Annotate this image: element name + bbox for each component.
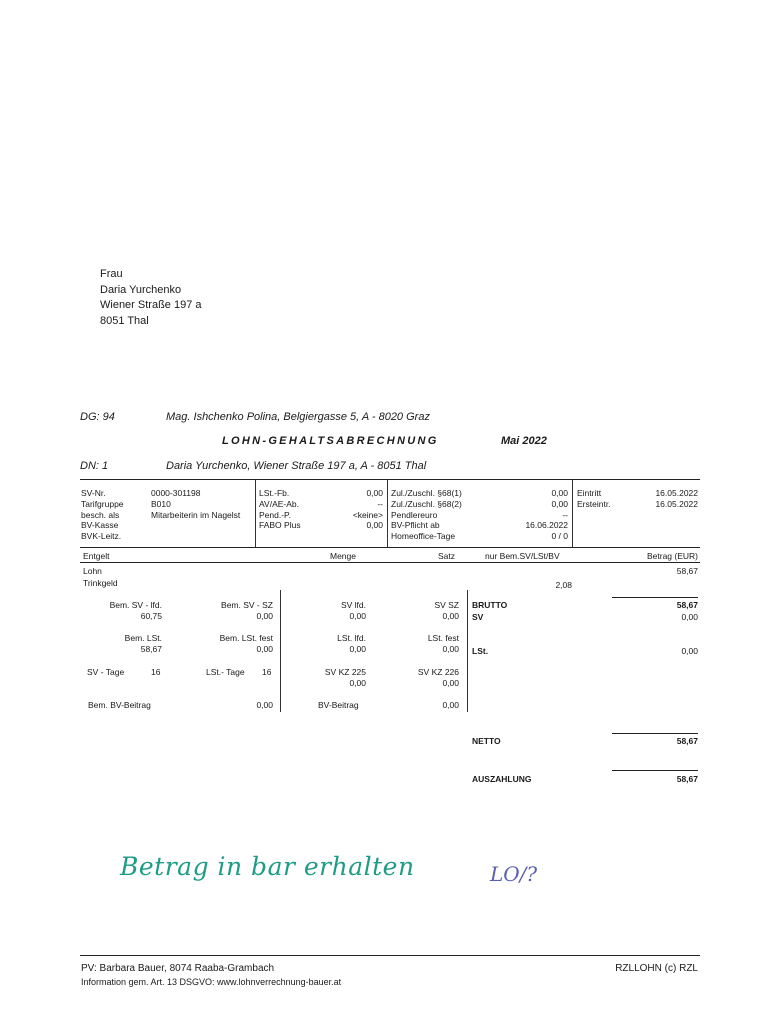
header-entgelt: Entgelt bbox=[83, 551, 110, 561]
info-label: Ersteintr. bbox=[577, 498, 611, 509]
footer-brand: RZLLOHN (c) RZL bbox=[615, 963, 698, 974]
info-label: Pend.-P. bbox=[259, 509, 291, 520]
info-label: Homeoffice-Tage bbox=[391, 531, 456, 542]
header-satz: Satz bbox=[438, 551, 456, 561]
sv-tage-label: SV - Tage bbox=[87, 667, 125, 677]
sv-sz-label: SV SZ bbox=[434, 600, 459, 610]
sv-lfd-value: 0,00 bbox=[349, 610, 366, 621]
bem-sv-sz-label: Bem. SV - SZ bbox=[221, 600, 273, 610]
info-col3-values bbox=[500, 488, 568, 542]
bem-sv-lfd bbox=[90, 600, 162, 622]
lst-fest bbox=[395, 633, 459, 655]
auszahlung-rule bbox=[612, 770, 698, 771]
row-lohn-betrag: 58,67 bbox=[676, 566, 698, 576]
info-value: -- bbox=[377, 498, 383, 509]
sv-kz225-label: SV KZ 225 bbox=[324, 667, 366, 677]
sv-lfd-label: SV lfd. bbox=[340, 600, 366, 610]
brutto-rule bbox=[612, 597, 698, 598]
bv-beitrag-label: BV-Beitrag bbox=[318, 700, 359, 710]
netto-label: NETTO bbox=[472, 736, 501, 746]
sv-kz225-value: 0,00 bbox=[349, 677, 366, 688]
bem-lst-fest bbox=[190, 633, 273, 655]
info-value: 16.05.2022 bbox=[655, 488, 698, 498]
info-label: Eintritt bbox=[577, 488, 602, 498]
info-col1-labels bbox=[81, 488, 124, 542]
employer-label: DG: 94 bbox=[80, 411, 115, 423]
bem-lst-label: Bem. LSt. bbox=[124, 633, 162, 643]
auszahlung-label: AUSZAHLUNG bbox=[472, 774, 532, 784]
info-box-bottom-rule bbox=[80, 547, 700, 548]
info-col2-values bbox=[320, 488, 383, 531]
bem-sv-sz-value: 0,00 bbox=[256, 610, 273, 621]
info-value: 16.06.2022 bbox=[525, 520, 568, 531]
bem-lst-value: 58,67 bbox=[140, 643, 162, 654]
auszahlung-value: 58,67 bbox=[676, 774, 698, 784]
bem-sv-sz bbox=[200, 600, 273, 622]
sv-value: 0,00 bbox=[681, 612, 698, 622]
header-betrag: Betrag (EUR) bbox=[646, 551, 698, 561]
info-label: LSt.-Fb. bbox=[259, 488, 290, 498]
employee-label: DN: 1 bbox=[80, 460, 109, 472]
info-value: 0,00 bbox=[366, 488, 383, 498]
lst-fest-value: 0,00 bbox=[442, 643, 459, 654]
handwritten-initials: LO/? bbox=[490, 862, 538, 886]
lst-label: LSt. bbox=[472, 646, 489, 656]
bases-divider-1 bbox=[280, 590, 281, 712]
info-col3-labels bbox=[391, 488, 462, 542]
info-value: B010 bbox=[151, 498, 171, 509]
sv-sz-value: 0,00 bbox=[442, 610, 459, 621]
info-label: Pendlereuro bbox=[391, 509, 438, 520]
info-divider-2 bbox=[387, 480, 388, 547]
info-value: 0000-301198 bbox=[151, 488, 201, 498]
info-label: AV/AE-Ab. bbox=[259, 498, 299, 509]
row-trinkgeld-nur-bem: 2,08 bbox=[555, 580, 572, 590]
info-label: Tarifgruppe bbox=[81, 498, 124, 509]
handwritten-note: Betrag in bar erhalten bbox=[120, 852, 415, 881]
info-value: <keine> bbox=[352, 509, 383, 520]
footer-rule bbox=[80, 955, 700, 956]
row-lohn-label: Lohn bbox=[83, 566, 102, 576]
info-label: BV-Pflicht ab bbox=[391, 520, 440, 531]
info-label: Zul./Zuschl. §68(1) bbox=[391, 488, 462, 498]
bem-bv-label: Bem. BV-Beitrag bbox=[88, 700, 151, 710]
bem-bv-value: 0,00 bbox=[256, 700, 273, 710]
bem-lst-fest-value: 0,00 bbox=[256, 643, 273, 654]
bases-divider-2 bbox=[467, 590, 468, 712]
lst-lfd bbox=[300, 633, 366, 655]
sv-kz225 bbox=[300, 667, 366, 689]
info-label: BVK-Leitz. bbox=[81, 531, 122, 542]
lst-lfd-value: 0,00 bbox=[349, 643, 366, 654]
recipient-salutation: Frau bbox=[100, 268, 123, 280]
lst-lfd-label: LSt. lfd. bbox=[337, 633, 366, 643]
info-divider-3 bbox=[572, 480, 573, 547]
info-col1-values bbox=[151, 488, 253, 520]
info-value: Mitarbeiterin im Nagelst bbox=[151, 509, 241, 520]
info-value: 0,00 bbox=[551, 488, 568, 498]
info-col4-labels bbox=[577, 488, 611, 510]
netto-value: 58,67 bbox=[676, 736, 698, 746]
sv-kz226-value: 0,00 bbox=[442, 677, 459, 688]
employee-address: Daria Yurchenko, Wiener Straße 197 a, A - 8051 Thal bbox=[166, 460, 427, 472]
sv-lfd bbox=[300, 600, 366, 622]
sv-sz bbox=[395, 600, 459, 622]
sv-label: SV bbox=[472, 612, 484, 622]
recipient-city: 8051 Thal bbox=[100, 314, 149, 327]
info-col4-values bbox=[630, 488, 698, 510]
info-value: 0,00 bbox=[366, 520, 383, 531]
info-value: 16.05.2022 bbox=[655, 498, 698, 509]
info-box-top-rule bbox=[80, 479, 700, 480]
employer-address: Mag. Ishchenko Polina, Belgiergasse 5, A - 8020 Graz bbox=[166, 411, 430, 423]
info-label: besch. als bbox=[81, 509, 120, 520]
header-menge: Menge bbox=[330, 551, 356, 561]
row-trinkgeld-label: Trinkgeld bbox=[83, 578, 118, 588]
bem-sv-lfd-value: 60,75 bbox=[140, 610, 162, 621]
footer-info: Information gem. Art. 13 DSGVO: www.lohnverrechnung-bauer.at bbox=[81, 977, 342, 987]
lst-tage-value: 16 bbox=[262, 667, 272, 677]
brutto-value: 58,67 bbox=[676, 600, 698, 610]
sv-kz226 bbox=[395, 667, 459, 689]
header-nur-bem: nur Bem.SV/LSt/BV bbox=[485, 551, 560, 561]
lst-fest-label: LSt. fest bbox=[427, 633, 459, 643]
info-value: 0,00 bbox=[551, 498, 568, 509]
recipient-street: Wiener Straße 197 a bbox=[100, 299, 202, 311]
info-value: 0 / 0 bbox=[551, 531, 568, 542]
sv-kz226-label: SV KZ 226 bbox=[417, 667, 459, 677]
bem-sv-lfd-label: Bem. SV - lfd. bbox=[109, 600, 162, 610]
recipient-address bbox=[100, 267, 202, 329]
header-rule bbox=[80, 562, 700, 563]
info-label: Zul./Zuschl. §68(2) bbox=[391, 498, 462, 509]
bem-lst-fest-label: Bem. LSt. fest bbox=[219, 633, 273, 643]
info-label: BV-Kasse bbox=[81, 520, 119, 531]
bv-beitrag-value: 0,00 bbox=[442, 700, 459, 710]
netto-rule bbox=[612, 733, 698, 734]
lst-tage-label: LSt.- Tage bbox=[206, 667, 245, 677]
document-title: LOHN-GEHALTSABRECHNUNG bbox=[222, 435, 439, 447]
document-period: Mai 2022 bbox=[501, 435, 547, 447]
info-label: FABO Plus bbox=[259, 520, 301, 531]
recipient-name: Daria Yurchenko bbox=[100, 283, 182, 296]
footer-pv: PV: Barbara Bauer, 8074 Raaba-Grambach bbox=[81, 963, 275, 974]
info-label: SV-Nr. bbox=[81, 488, 106, 498]
brutto-label: BRUTTO bbox=[472, 600, 508, 610]
info-value: -- bbox=[562, 509, 568, 520]
lst-value: 0,00 bbox=[681, 646, 698, 656]
sv-tage-value: 16 bbox=[151, 667, 161, 677]
info-col2-labels bbox=[259, 488, 301, 531]
info-divider-1 bbox=[255, 480, 256, 547]
bem-lst bbox=[90, 633, 162, 655]
